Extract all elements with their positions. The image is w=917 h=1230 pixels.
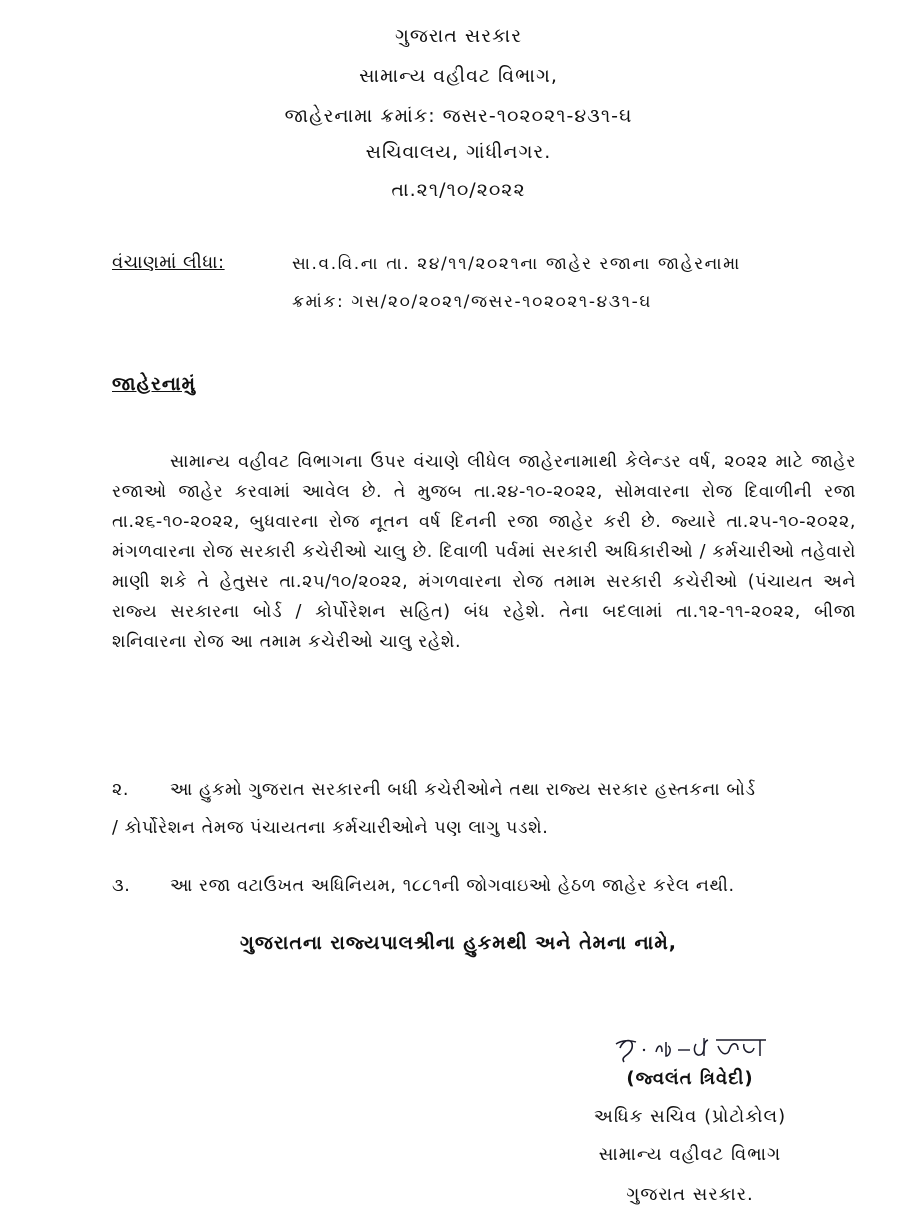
reference-line-2: ક્રમાંક: ગસ/૨૦/૨૦૨૧/જસર-૧૦૨૦૨૧-૪૩૧-ઘ	[292, 292, 653, 312]
notification-title: જાહેરનામું	[112, 373, 197, 395]
signatory-government: ગુજરાત સરકાર.	[626, 1184, 754, 1205]
signatory-name: (જ્વલંત ત્રિવેદી)	[626, 1068, 754, 1089]
paragraph-1: સામાન્ય વહીવટ વિભાગના ઉપર વંચાણે લીધેલ જાહેરનામાથી કેલેન્ડર વર્ષ, ૨૦૨૨ માટે જાહેર રજાઓ જાહેર કરવામાં આવેલ છે. તે મુજબ તા.૨૪-૧૦-૨૦૨૨, સોમવારના રોજ દિવાળીની રજા તા.૨૬-૧૦-૨૦૨૨, બુધવારના રોજ નૂતન વર્ષ દિનની રજા જાહેર કરી છે. જ્યારે તા.૨૫-૧૦-૨૦૨૨, મંગળવારના રોજ સરકારી કચેરીઓ ચાલુ છે. દિવાળી પર્વમાં સરકારી અધિકારીઓ / કર્મચારીઓ તહેવારો માણી શકે તે હેતુસર તા.૨૫/૧૦/૨૦૨૨, મંગળવારના રોજ તમામ સરકારી કચેરીઓ (પંચાયત અને રાજ્ય સરકારના બોર્ડ / કોર્પોરેશન સહિત) બંધ રહેશે. તેના બદલામાં તા.૧૨-૧૧-૨૦૨૨, બીજા શનિવારના રોજ આ તમામ કચેરીઓ ચાલુ રહેશે.	[112, 452, 856, 652]
header-notification-number: જાહેરનામા ક્રમાંક: જસર-૧૦૨૦૨૧-૪૩૧-ઘ	[284, 105, 633, 127]
item-3-text: આ રજા વટાઉખત અધિનિયમ, ૧૮૮૧ની જોગવાઇઓ હેઠળ જાહેર કરેલ નથી.	[170, 876, 735, 896]
item-2-line-2: / કોર્પોરેશન તેમજ પંચાયતના કર્મચારીઓને પણ લાગુ પડશે.	[112, 818, 549, 838]
item-3-number: ૩.	[112, 876, 131, 896]
reference-line-1: સા.વ.વિ.ના તા. ૨૪/૧૧/૨૦૨૧ના જાહેર રજાના જાહેરનામા	[292, 254, 741, 274]
item-2-number: ૨.	[112, 780, 130, 800]
item-2-line-1: આ હુકમો ગુજરાત સરકારની બધી કચેરીઓને તથા રાજ્ય સરકાર હસ્તકના બોર્ડ	[170, 780, 756, 800]
handwritten-signature	[612, 1026, 772, 1066]
header-government: ગુજરાત સરકાર	[394, 25, 523, 47]
header-location: સચિવાલય, ગાંધીનગર.	[365, 141, 552, 163]
header-date: તા.૨૧/૧૦/૨૦૨૨	[391, 179, 526, 201]
item-2	[112, 772, 856, 808]
item-3	[112, 868, 856, 904]
reference-label: વંચાણમાં લીધા:	[112, 252, 225, 273]
signatory-designation: અધિક સચિવ (પ્રોટોકોલ)	[593, 1106, 787, 1127]
header-department: સામાન્ય વહીવટ વિભાગ,	[359, 65, 558, 87]
signatory-department: સામાન્ય વહીવટ વિભાગ	[598, 1144, 782, 1165]
closing-line: ગુજરાતના રાજ્યપાલશ્રીના હુકમથી અને તેમના નામે,	[240, 932, 677, 954]
